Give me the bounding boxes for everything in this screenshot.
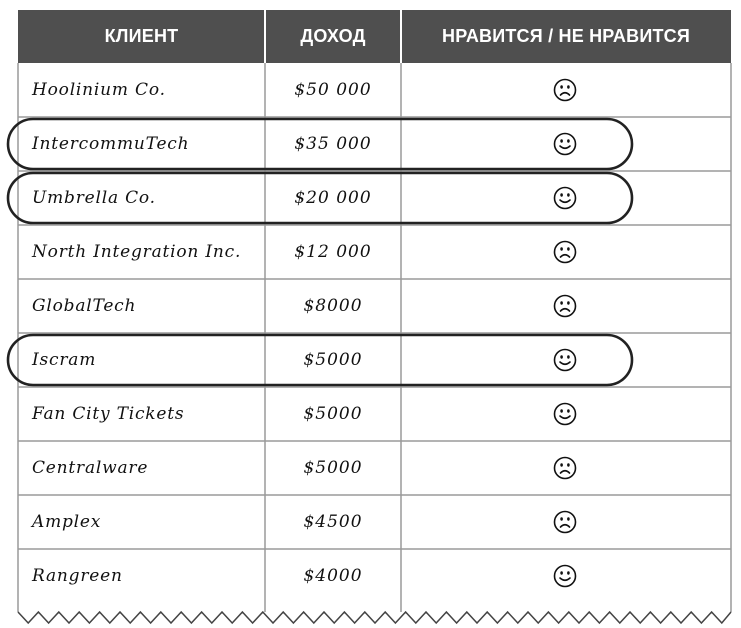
- client-income: $8000: [303, 296, 363, 316]
- table-row: [0, 333, 741, 387]
- client-name: Centralware: [32, 458, 149, 478]
- client-income: $20 000: [294, 188, 372, 208]
- table-row: [0, 117, 741, 171]
- torn-edge: [18, 612, 731, 623]
- client-name: Rangreen: [32, 566, 123, 586]
- header-mood: НРАВИТСЯ / НЕ НРАВИТСЯ: [442, 26, 690, 46]
- smiley-face-icon: [553, 186, 577, 210]
- table-row: [0, 171, 741, 225]
- client-name: Umbrella Co.: [32, 188, 156, 208]
- sad-face-icon: [553, 78, 577, 102]
- client-income: $50 000: [294, 80, 372, 100]
- table-row: [0, 549, 741, 603]
- table-row: [0, 63, 741, 117]
- sad-face-icon: [553, 294, 577, 318]
- header-income: ДОХОД: [300, 26, 366, 46]
- sad-face-icon: [553, 240, 577, 264]
- table-row: [0, 279, 741, 333]
- client-name: Fan City Tickets: [32, 404, 185, 424]
- client-name: Iscram: [32, 350, 97, 370]
- table-row: [0, 387, 741, 441]
- client-income: $4500: [303, 512, 363, 532]
- client-income: $5000: [303, 458, 363, 478]
- header-client: КЛИЕНТ: [104, 26, 179, 46]
- client-income: $5000: [303, 404, 363, 424]
- sad-face-icon: [553, 510, 577, 534]
- smiley-face-icon: [553, 348, 577, 372]
- client-income: $5000: [303, 350, 363, 370]
- client-name: Amplex: [32, 512, 102, 532]
- sad-face-icon: [553, 456, 577, 480]
- client-name: North Integration Inc.: [32, 242, 242, 262]
- client-name: GlobalTech: [32, 296, 137, 316]
- smiley-face-icon: [553, 564, 577, 588]
- client-income: $12 000: [294, 242, 372, 262]
- table-row: [0, 441, 741, 495]
- client-income: $35 000: [294, 134, 372, 154]
- table-row: [0, 495, 741, 549]
- client-name: Hoolinium Co.: [32, 80, 166, 100]
- smiley-face-icon: [553, 402, 577, 426]
- client-income: $4000: [303, 566, 363, 586]
- smiley-face-icon: [553, 132, 577, 156]
- client-name: IntercommuTech: [32, 134, 190, 154]
- table-row: [0, 225, 741, 279]
